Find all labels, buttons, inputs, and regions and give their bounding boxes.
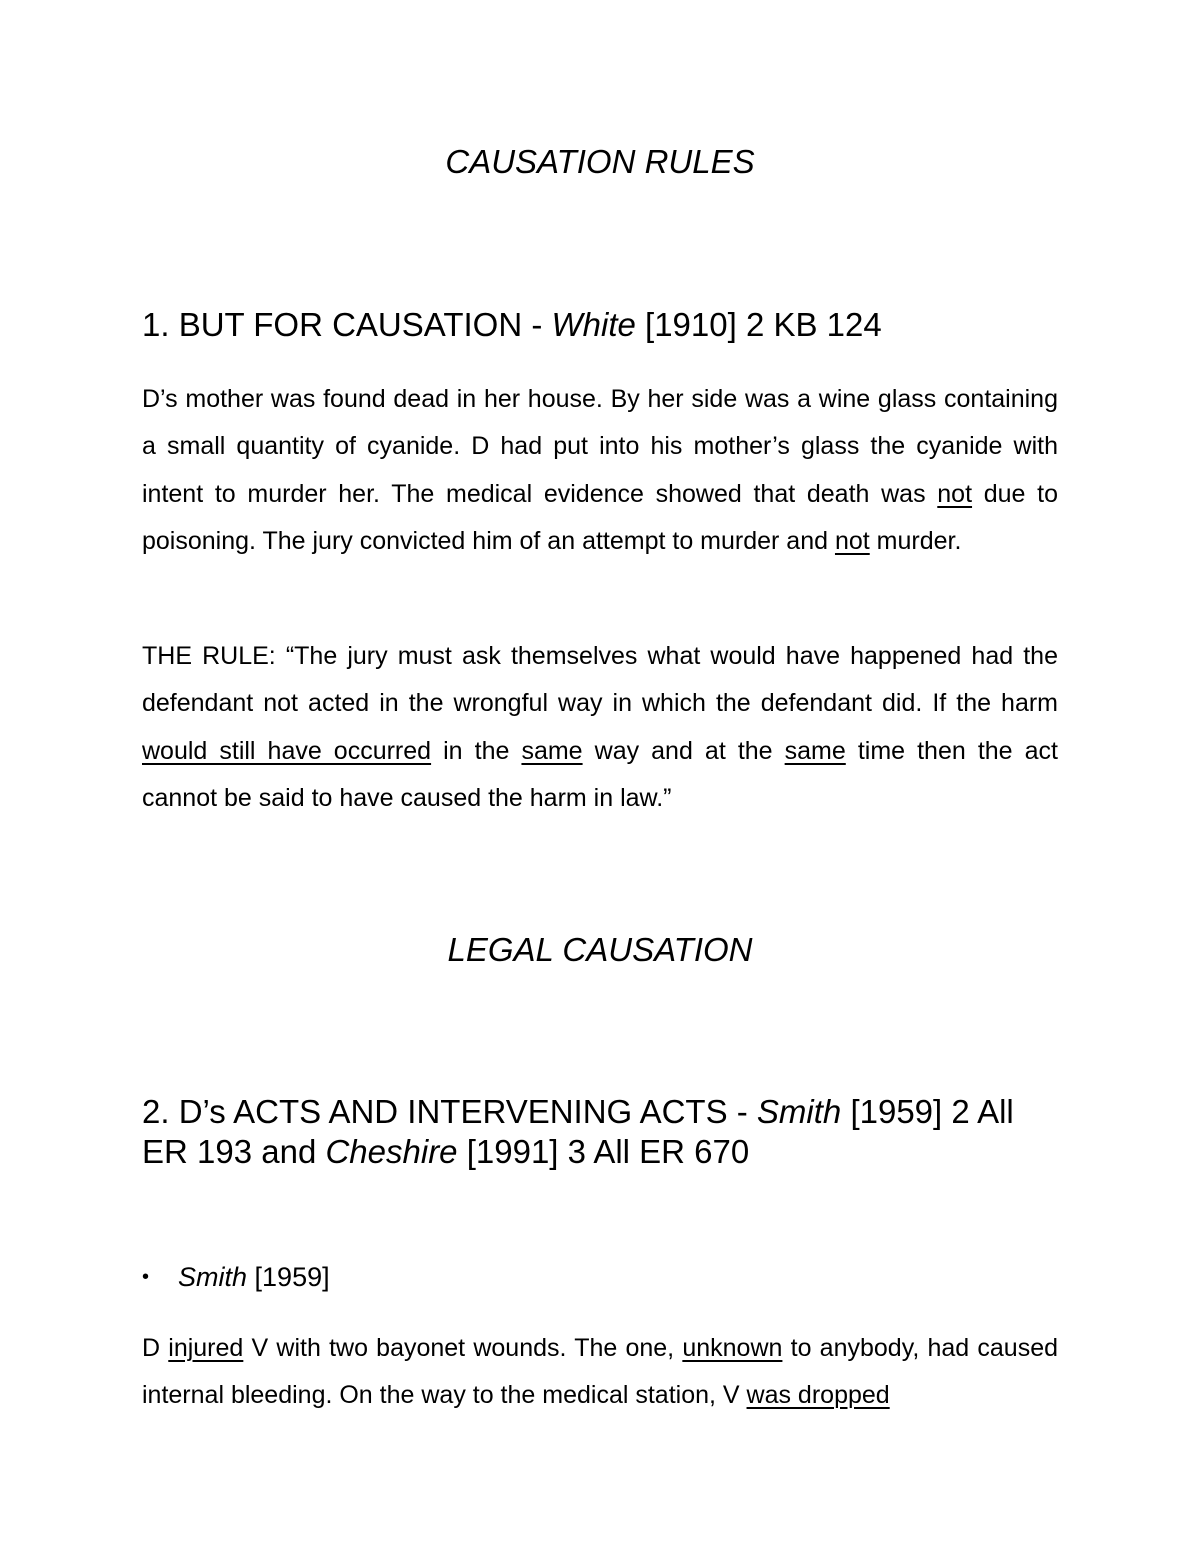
section-1-citation: [1910] 2 KB 124: [635, 306, 882, 343]
section-2-heading: [142, 1092, 1062, 1172]
facts-text: D: [142, 1334, 169, 1362]
smith-case-facts: [142, 1325, 1058, 1420]
facts-text: to anybody, had caused internal bleeding. On the way to the medical station, V: [142, 1334, 1059, 1410]
underlined-phrase: would still have occurred: [142, 736, 432, 765]
smith-citation: [1959] 2 All ER 193 and: [142, 1093, 1014, 1170]
underlined-unknown: unknown: [682, 1334, 783, 1362]
facts-text: V with two bayonet wounds. The one,: [243, 1334, 683, 1362]
facts-text: D’s mother was found dead in her house. By her side was a wine glass containing a small quantity of cyanide. D had put into his mother’s glass the cyanide with intent to murder her. The medical evidence showed that death was: [142, 385, 1058, 508]
cheshire-case-name: Cheshire: [325, 1133, 458, 1170]
facts-text: due to poisoning. The jury convicted him of an attempt to murder and: [142, 479, 1058, 555]
rule-text: time then the act cannot be said to have caused the harm in law.”: [142, 736, 1058, 812]
underlined-not: not: [834, 526, 870, 555]
legal-causation-title: LEGAL CAUSATION: [447, 931, 753, 968]
underlined-same: same: [784, 736, 846, 765]
facts-text: murder.: [869, 526, 962, 555]
section-1-heading-prefix: 1. BUT FOR CAUSATION -: [142, 306, 552, 343]
cheshire-citation: [1991] 3 All ER 670: [457, 1133, 750, 1170]
section-2-heading-prefix: 2. D’s ACTS AND INTERVENING ACTS -: [142, 1093, 757, 1130]
underlined-not: not: [937, 479, 973, 508]
section-1-heading: [142, 305, 1062, 345]
underlined-same: same: [521, 736, 583, 765]
smith-bullet: [142, 1259, 330, 1295]
document-title: CAUSATION RULES: [445, 143, 755, 180]
bullet-case-name: Smith: [178, 1262, 248, 1292]
underlined-was-dropped: was dropped: [746, 1381, 890, 1410]
bullet-year: [1959]: [247, 1262, 330, 1292]
rule-text: way and at the: [582, 736, 785, 765]
bullet-icon: •: [142, 1266, 150, 1288]
rule-text: THE RULE: “The jury must ask themselves what would have happened had the defendant not acted in the wrongful way in which the defendant did. If the harm: [142, 642, 1058, 718]
underlined-injured: injured: [168, 1334, 244, 1362]
section-1-case-name: White: [551, 306, 636, 343]
white-case-facts: [142, 376, 1058, 565]
rule-text: in the: [431, 736, 522, 765]
smith-case-name: Smith: [756, 1093, 842, 1130]
but-for-rule: [142, 633, 1058, 822]
